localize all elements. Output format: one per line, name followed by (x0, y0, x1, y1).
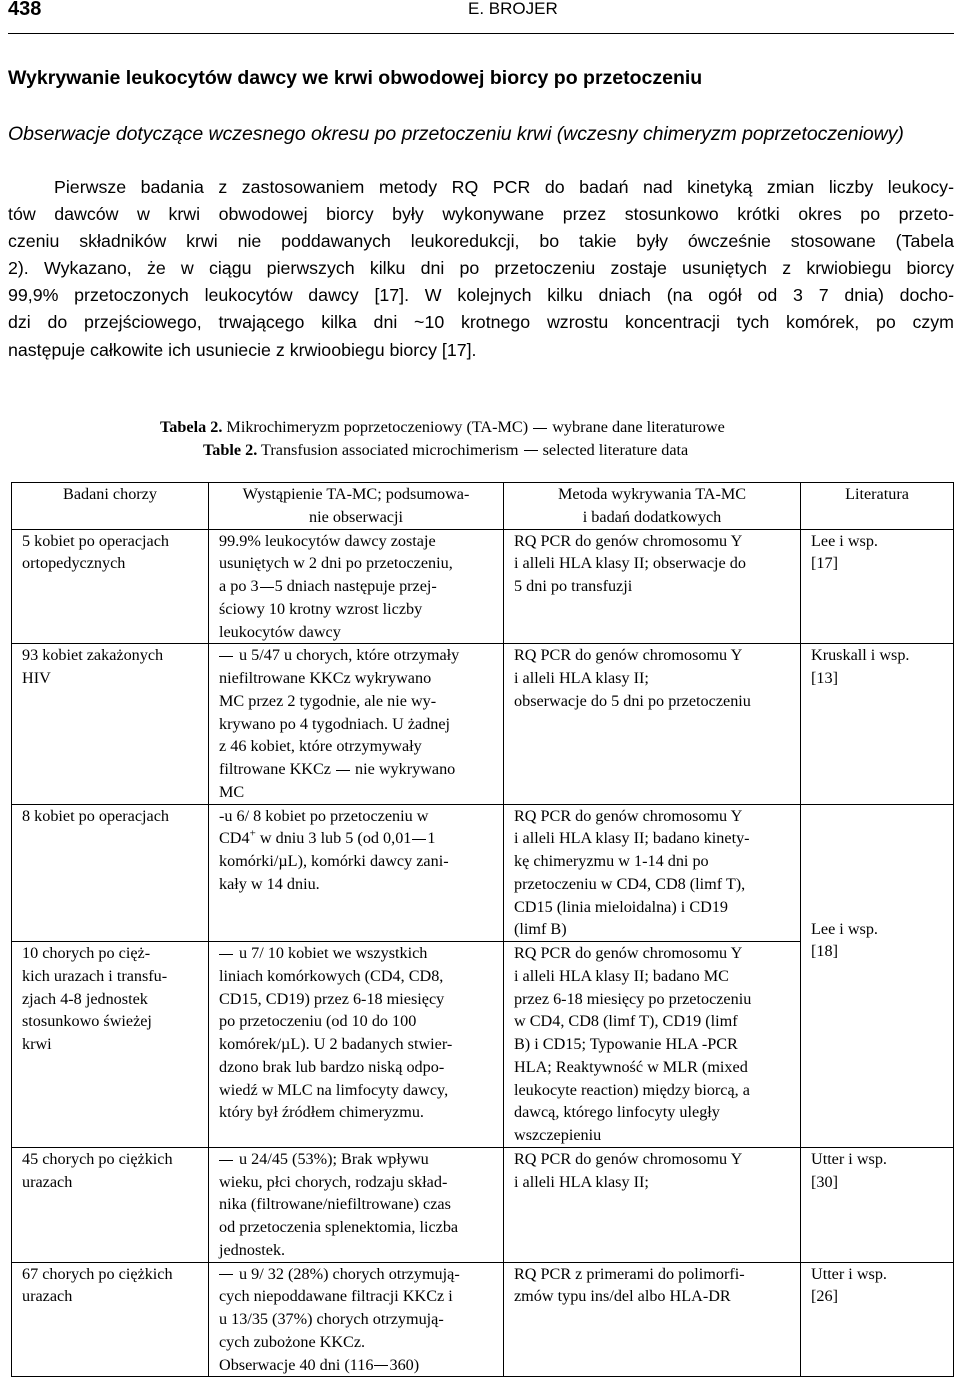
table-header-row (12, 483, 954, 530)
caption-pl-text: Mikrochimeryzm poprzetoczeniowy (TA-MC) (226, 418, 529, 436)
cell-text-part: filtrowane KKCz (219, 760, 331, 778)
cell-patients (12, 942, 209, 1148)
cell-summary (209, 1147, 504, 1262)
section-title: Wykrywanie leukocytów dawcy we krwi obwodowej biorcy po przetoczeniu (8, 67, 703, 89)
cell-text-part: nie wykrywano (355, 760, 456, 778)
cell-text-part: 1 (427, 829, 436, 848)
paragraph-line: 99,9% przetoczonych leukocytów dawcy [17]. W kolejnych kilku dniach (na ogół od 3 7 dnia) docho- (8, 285, 954, 306)
paragraph-line: dzi do przejściowego, trwającego kilka dni ~10 krotnego wzrostu koncentracji tych komórek, po czym (8, 312, 954, 333)
cell-spacer (811, 805, 953, 918)
cell-text: i alleli HLA klasy II; obserwacje do (514, 554, 746, 573)
cell-text: i alleli HLA klasy II; badano MC (514, 966, 729, 985)
cell-text: wieku, płci chorych, rodzaju skład- (219, 1172, 448, 1191)
dash-mark (336, 770, 350, 771)
cell-text: -u 6/ 8 kobiet po przetoczeniu w (219, 806, 429, 825)
paragraph-line: czeniu składników krwi nie poddawanych leukoredukcji, bo takie były ówcześnie stosowane (Tabela (8, 231, 954, 252)
cell-method (504, 1262, 801, 1377)
paragraph-line: następuje całkowite ich usuniecie z krwioobiegu biorcy [17]. (8, 339, 477, 360)
cell-patients (12, 1147, 209, 1262)
cell-text: cych niepoddawane filtracji KKCz i (219, 1287, 453, 1306)
cell-text: [17] (811, 554, 838, 573)
cell-text: CD15, CD19) przez 6-18 miesięcy (219, 989, 445, 1008)
cell-text: [13] (811, 669, 838, 687)
dash-mark (524, 450, 538, 451)
cell-summary (209, 804, 504, 942)
cell-text: urazach (22, 1172, 73, 1191)
cell-text: RQ PCR do genów chromosomu Y (514, 944, 743, 962)
cell-text: RQ PCR do genów chromosomu Y (514, 1149, 743, 1168)
cell-text: ortopedycznych (22, 554, 126, 573)
cell-text: cych zubożone KKCz. (219, 1332, 366, 1351)
cell-text: po przetoczeniu (od 10 do 100 (219, 1012, 417, 1031)
literature-table (11, 482, 953, 1377)
cell-text: zjach 4-8 jednostek (22, 989, 148, 1008)
cell-text: RQ PCR do genów chromosomu Y (514, 806, 743, 825)
dash-mark (260, 587, 274, 588)
dash-mark (219, 656, 233, 657)
section-subtitle: Obserwacje dotyczące wczesnego okresu po przetoczeniu krwi (wczesny chimeryzm poprzetoczeniowy) (8, 123, 904, 145)
cell-text-part: u 9/ 32 (28%) chorych otrzymują- (239, 1264, 460, 1283)
cell-text (219, 758, 503, 781)
cell-literature (801, 1262, 954, 1377)
cell-summary (209, 942, 504, 1148)
running-head: E. BROJER (468, 0, 558, 18)
cell-method (504, 942, 801, 1148)
caption-pl (160, 416, 725, 439)
page-header (0, 0, 960, 24)
cell-text: przez 6-18 miesięcy po przetoczeniu (514, 989, 752, 1008)
header-cell-literature (801, 483, 954, 530)
cell-text: i alleli HLA klasy II; badano kinety- (514, 829, 750, 848)
cell-text: Kruskall i wsp. (811, 646, 910, 665)
dash-mark (219, 1274, 233, 1275)
cell-text: MC (219, 782, 245, 801)
table-row (12, 1262, 954, 1377)
cell-text (219, 827, 503, 850)
cell-text: [18] (811, 942, 838, 961)
cell-text: leukocyte reaction) między biorcą, a (514, 1080, 750, 1099)
cell-text: dzono brak lub bardzo niską odpo- (219, 1057, 445, 1076)
cell-text: komórek/µL). U 2 badanych stwier- (219, 1035, 453, 1053)
cell-text: komórki/µL), komórki dawcy zani- (219, 852, 449, 870)
cell-text: liniach komórkowych (CD4, CD8, (219, 966, 444, 985)
cell-literature (801, 529, 954, 644)
cell-text (219, 1263, 503, 1286)
cell-method (504, 1147, 801, 1262)
table-row (12, 804, 954, 942)
header-text: Wystąpienie TA-MC; podsumowa- (242, 485, 470, 503)
cell-text: kę chimeryzmu w 1-14 dni po (514, 852, 709, 870)
cell-text (219, 942, 503, 965)
cell-text-part: u 7/ 10 kobiet we wszystkich (239, 944, 428, 962)
cell-text: Lee i wsp. (811, 919, 878, 938)
cell-literature (801, 644, 954, 804)
cell-text: przetoczeniu w CD4, CD8 (limf T), (514, 874, 746, 893)
dash-mark (219, 954, 233, 955)
cell-text: MC przez 2 tygodnie, ale nie wy- (219, 691, 437, 710)
cell-text-part: Obserwacje 40 dni (116 (219, 1355, 374, 1374)
caption-pl-tail: wybrane dane literaturowe (552, 418, 725, 436)
cell-text: [26] (811, 1287, 838, 1306)
header-cell-method (504, 483, 801, 530)
cell-text: u 13/35 (37%) chorych otrzymują- (219, 1310, 444, 1328)
cell-text-part: 5 dniach następuje przej- (274, 577, 437, 595)
cell-text: krywano po 4 tygodniach. U żadnej (219, 714, 451, 733)
cell-text: zmów typu ins/del albo HLA-DR (514, 1287, 731, 1306)
dash-mark (533, 428, 547, 429)
cell-text: który był źródłem chimeryzmu. (219, 1103, 424, 1122)
caption-en-label: Table 2. (203, 440, 258, 459)
cell-patients (12, 1262, 209, 1377)
cell-literature (801, 1147, 954, 1262)
cell-patients (12, 644, 209, 804)
cell-text: HLA; Reaktywność w MLR (mixed (514, 1057, 748, 1076)
cell-text-part: u 5/47 u chorych, które otrzymały (239, 646, 460, 665)
dash-mark (412, 839, 426, 840)
cell-text (219, 644, 503, 667)
body-paragraph (8, 174, 954, 364)
cell-summary (209, 1262, 504, 1377)
cell-text: RQ PCR z primerami do polimorfi- (514, 1264, 745, 1283)
cell-method (504, 804, 801, 942)
page-number: 438 (8, 0, 42, 20)
cell-text: kich urazach i transfu- (22, 966, 168, 985)
cell-text-part: w dniu 3 lub 5 (od 0,01 (259, 829, 412, 848)
cell-text: Utter i wsp. (811, 1264, 887, 1283)
cell-text: 99.9% leukocytów dawcy zostaje (219, 531, 436, 550)
cell-text-part: u 24/45 (53%); Brak wpływu (239, 1149, 429, 1168)
cell-method (504, 529, 801, 644)
cell-text: wszczepieniu (514, 1126, 602, 1144)
header-text: Badani chorzy (63, 485, 157, 503)
table-row (12, 1147, 954, 1262)
cell-text: jednostek. (219, 1240, 286, 1259)
cell-text: Utter i wsp. (811, 1149, 887, 1168)
header-text: Literatura (845, 485, 909, 503)
cell-text: ściowy 10 krotny wzrost liczby (219, 599, 423, 618)
cell-text: HIV (22, 669, 51, 687)
cell-text: 67 chorych po ciężkich (22, 1264, 173, 1283)
header-text: nie obserwacji (309, 507, 403, 526)
cell-text: Lee i wsp. (811, 531, 878, 550)
cell-text: 8 kobiet po operacjach (22, 806, 169, 825)
cell-text: i alleli HLA klasy II; (514, 1172, 649, 1191)
superscript: + (249, 827, 256, 840)
cell-text: z 46 kobiet, które otrzymywały (219, 737, 422, 756)
cell-text: urazach (22, 1287, 73, 1306)
cell-text: B) i CD15; Typowanie HLA -PCR (514, 1035, 738, 1053)
cell-text: usuniętych w 2 dni po przetoczeniu, (219, 554, 453, 573)
caption-en (160, 439, 725, 462)
cell-text: niefiltrowane KKCz wykrywano (219, 669, 432, 687)
cell-text (219, 575, 503, 598)
cell-summary (209, 644, 504, 804)
caption-pl-label: Tabela 2. (160, 418, 223, 436)
cell-text (219, 1148, 503, 1171)
cell-text: CD15 (linia mieloidalna) i CD19 (514, 897, 729, 916)
cell-patients (12, 529, 209, 644)
cell-text-part: CD4 (219, 829, 250, 848)
table-caption (160, 416, 725, 461)
paragraph-line: Pierwsze badania z zastosowaniem metody RQ PCR do badań nad kinetyką zmian liczby leukocy- (54, 177, 954, 197)
cell-text: krwi (22, 1035, 52, 1053)
cell-text: 5 kobiet po operacjach (22, 531, 169, 550)
dash-mark (374, 1365, 388, 1366)
header-text: Metoda wykrywania TA-MC (557, 485, 747, 503)
dash-mark (219, 1160, 233, 1161)
cell-text: RQ PCR do genów chromosomu Y (514, 646, 743, 665)
cell-text: nika (filtrowane/niefiltrowane) czas (219, 1195, 451, 1214)
cell-text: obserwacje do 5 dni po przetoczeniu (514, 691, 751, 710)
caption-en-text: Transfusion associated microchimerism (261, 440, 519, 459)
cell-patients (12, 804, 209, 942)
caption-en-tail: selected literature data (542, 440, 689, 459)
cell-method (504, 644, 801, 804)
header-text: i badań dodatkowych (582, 507, 722, 526)
cell-text: stosunkowo świeżej (22, 1012, 152, 1031)
cell-text: 5 dni po transfuzji (514, 577, 633, 595)
header-cell-patients (12, 483, 209, 530)
cell-literature (801, 804, 954, 1147)
cell-text: RQ PCR do genów chromosomu Y (514, 531, 743, 550)
cell-text (219, 1354, 503, 1377)
table-row (12, 529, 954, 644)
cell-text: wiedź w MLC na limfocyty dawcy, (219, 1080, 449, 1099)
header-cell-summary (209, 483, 504, 530)
cell-text-part: a po 3 (219, 577, 259, 595)
cell-text: leukocytów dawcy (219, 622, 341, 641)
cell-text-part: 360) (389, 1355, 420, 1374)
cell-text: 93 kobiet zakażonych (22, 646, 164, 665)
cell-text: dawcą, którego linfocyty uległy (514, 1103, 720, 1122)
header-rule (8, 33, 954, 34)
cell-text: w CD4, CD8 (limf T), CD19 (limf (514, 1012, 738, 1031)
cell-text: [30] (811, 1172, 838, 1191)
cell-summary (209, 529, 504, 644)
table-row (12, 644, 954, 804)
cell-text: i alleli HLA klasy II; (514, 669, 649, 687)
cell-text: 45 chorych po ciężkich (22, 1149, 173, 1168)
cell-text: od przetoczenia splenektomia, liczba (219, 1218, 459, 1236)
cell-text: kały w 14 dniu. (219, 874, 320, 893)
paragraph-line: tów dawców w krwi obwodowej biorcy były wykonywane przez stosunkowo krótki okres po przeto- (8, 204, 954, 225)
cell-text: (limf B) (514, 920, 567, 939)
cell-text: 10 chorych po cięż- (22, 944, 151, 962)
paragraph-line: 2). Wykazano, że w ciągu pierwszych kilku dni po przetoczeniu zostaje usuniętych z krwiobiegu biorcy (8, 258, 954, 279)
